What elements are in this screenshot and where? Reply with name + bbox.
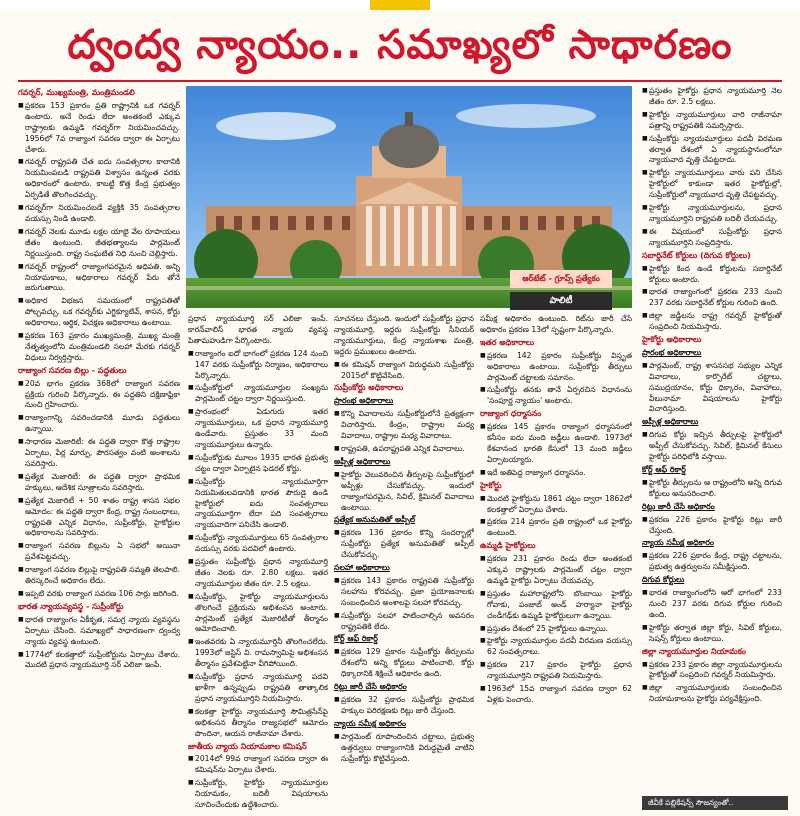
- col1-para: ■ గవర్నర్ రాష్ట్రంలో రాజ్యాంగపరమైన అధిపతి. అన్ని నియామకాలు, అధికారాలు గవర్నర్ పేరు తోనే జరుగుతాయి.: [18, 262, 180, 295]
- col5-para: ■ హైకోర్టు తీర్పులను ఆ రాష్ట్రంలోని అన్ని దిగువ కోర్టులు అనుసరించాలి.: [642, 478, 782, 500]
- col5-sub: న్యాయ సమీక్ష అధికారం: [642, 538, 714, 548]
- col4-para: సమీక్ష అధికారం ఉంటుంది. రిట్‌ను జారీ చేసే అధికారం ప్రకరణ 13లో స్పష్టంగా పేర్కొన్నారు.: [480, 314, 632, 334]
- col5-para: ■ దిగువ కోర్టు ఇచ్చిన తీర్పులపై హైకోర్టులో అప్పీల్ చేసుకోవచ్చు. సివిల్, క్రిమినల్ కేసులు హైకోర్టు పరిధిలోకి వస్తాయి.: [642, 430, 782, 463]
- photo-tag: ఆర్‌టేట్ - గ్రూప్స్ ప్రత్యేకం: [510, 270, 612, 288]
- col5-heading2: హైకోర్టు అధికారాలు: [642, 335, 702, 345]
- col5-para: ■ పార్లమెంట్, రాష్ట్ర శాసనసభ సభ్యుల ఎన్నిక వివాదాలు, కార్పొరేట్ చట్టాలు, సముద్రయానం, కోర్టు ధిక్కారం, వివాహాలు, వీలునామా విషయాలను హైకోర్టు విచారిస్తుంది.: [642, 361, 782, 416]
- column-4: [480, 314, 632, 810]
- col5-sub: అప్పీళ్ల అధికారాలు: [642, 417, 699, 427]
- col5-para: ■ ప్రకరణ 226 ప్రకారం కేంద్ర, రాష్ట్ర చట్టాలను, ప్రభుత్వ ఉత్తర్వులను సమీక్షిస్తుంది.: [642, 551, 782, 573]
- col5-para: ■ హైకోర్టు కింద ఉండే కోర్టులను సబార్డినేట్ కోర్టులు అంటారు.: [642, 264, 782, 286]
- col2-para: ■ సుప్రీంకోర్టు ప్రధాన న్యాయమూర్తి పదవి ఖాళీగా ఉన్నప్పుడు రాష్ట్రపతి తాత్కాలిక ప్రధాన న్యాయమూర్తిని నియమిస్తారు.: [188, 672, 328, 705]
- col1-para: ■ అధికార విభజన సమయంలో రాష్ట్రపతితో పోల్చవచ్చు. ఒక గవర్నర్‌కు ఎగ్జిక్యూటివ్, శాసన, కోర్టు అధికారాలు, ఆర్థిక, విచక్షణ అధికారాలు ఉంటాయి.: [18, 296, 180, 329]
- col3-sub: ప్రత్యేక అనుమతితో అప్పీల్: [334, 515, 416, 525]
- col4-heading4: ఉమ్మడి హైకోర్టులు: [480, 541, 536, 551]
- col1-para: ■ ప్రత్యేక మెజారిటీ + 50 శాతం రాష్ట్ర శాసన సభల ఆమోదం: ఈ పద్ధతి ద్వారా కేంద్ర, రాష్ట్ర సంబంధాలు, రాష్ట్రపతి ఎన్నిక విధానం, సుప్రీంకోర్టు, హైకోర్టుల అధికారాలను సవరిస్తారు.: [18, 496, 180, 540]
- col1-para: ■ ఇప్పటి వరకు రాజ్యాంగ సవరణ 106 సార్లు జరిగింది.: [18, 589, 180, 600]
- col4-para: ■ ప్రకరణ 231 ప్రకారం రెండు లేదా అంతకంటే ఎక్కువ రాష్ట్రాలకు పార్లమెంట్ చట్టం ద్వారా ఉమ్మడి హైకోర్టు ఏర్పాటు చేయవచ్చు.: [480, 554, 632, 587]
- col3-sub: న్యాయ సమీక్ష అధికారం: [334, 718, 406, 728]
- photo-subject: పాలిటీ: [510, 292, 612, 310]
- col1-heading: గవర్నర్, ముఖ్యమంత్రి, మంత్రిమండలి: [18, 88, 135, 97]
- col4-para: ■ ఇదే అతిపెద్ద రాజ్యాంగ ధర్మాసనం.: [480, 468, 632, 479]
- col2-para: ప్రధాన న్యాయమూర్తి సర్ ఎలిజా ఇంపే. కారన్‌వాలిస్ భారత న్యాయ వ్యవస్థ పితామహుడిగా పేర్కొంటారు.: [188, 314, 328, 345]
- col1-para: ■ భారత రాజ్యాంగం ఏకీకృత, సమగ్ర న్యాయ వ్యవస్థను ఏర్పాటు చేసింది. సమాఖ్యలో సాధారణంగా ద్వంద్వ న్యాయ వ్యవస్థ ఉంటుంది.: [18, 615, 180, 648]
- col4-para: ■ ప్రకరణ 145 ప్రకారం రాజ్యాంగ ధర్మాసనంలో కనీసం ఐదు మంది జడ్జీలు ఉండాలి. 1973లో కేశవానంద భారతి కేసులో 13 మంది జడ్జీలు ఏర్పాటయ్యారు.: [480, 422, 632, 466]
- col4-para: ■ ప్రస్తుతం దేశంలో 25 హైకోర్టులు ఉన్నాయి.: [480, 624, 632, 635]
- col3-para: ■ పార్లమెంట్ రూపొందించిన చట్టాలు, ప్రభుత్వ ఉత్తర్వులు రాజ్యాంగానికి విరుద్ధమైతే వాటిని సుప్రీంకోర్టు కొట్టివేస్తుంది.: [334, 732, 474, 765]
- col5-para: ■ ప్రస్తుతం హైకోర్టు ప్రధాన న్యాయమూర్తి నెల జీతం రూ. 2.5 లక్షలు.: [642, 86, 782, 108]
- col3-heading: సుప్రీంకోర్టు అధికారాలు: [334, 383, 404, 393]
- col2-para: ■ కలకత్తా హైకోర్టు న్యాయమూర్తి సౌమిత్రసేన్‌పై అభిశంసన తీర్మానం రాజ్యసభలో ఆమోదం పొందినా, ఆయన రాజీనామా చేశారు.: [188, 707, 328, 740]
- col4-para: ■ మొదటి హైకోర్టును 1861 చట్టం ద్వారా 1862లో కలకత్తాలో ఏర్పాటు చేశారు.: [480, 494, 632, 516]
- col5-para: ■ జిల్లా న్యాయమూర్తులకు సంబంధించిన నియామకాలను హైకోర్టు పర్యవేక్షిస్తుంది.: [642, 683, 782, 705]
- col1-para: ■ గవర్నర్ రాష్ట్రపతి చేత ఐదు సంవత్సరాల కాలానికి నియమింపబడి రాష్ట్రపతి విశ్వాసం ఉన్నంత వరకు అధికారంలో ఉంటారు. కాబట్టి కొత్త కేంద్ర ప్రభుత్వం ఏర్పడితే తొలగించవచ్చు.: [18, 157, 180, 201]
- col1-para: ■ రాజ్యాంగ సవరణ బిల్లుపై రాష్ట్రపతి సమ్మతి తెలపాలి. తిరస్కరించే అధికారం లేదు.: [18, 565, 180, 587]
- col5-sub: కోర్ట్ ఆఫ్ రికార్డ్: [642, 465, 686, 474]
- col1-para: ■ ప్రత్యేక మెజారిటీ: ఈ పద్ధతి ద్వారా ప్రాథమిక హక్కులు, ఆదేశిక సూత్రాలను సవరిస్తారు.: [18, 472, 180, 494]
- col2-para: ■ 2014లో 99వ రాజ్యాంగ సవరణ ద్వారా ఈ కమిషన్‌ను ఏర్పాటు చేశారు.: [188, 754, 328, 776]
- col5-sub: రిట్లు జారీ చేసే అధికారం: [642, 501, 715, 511]
- col5-para: ■ హైకోర్టు న్యాయమూర్తులు వారు పని చేసిన హైకోర్టులో కాకుండా ఇతర హైకోర్టుల్లో, సుప్రీంకోర్టులో న్యాయవాద వృత్తి చేపట్టవచ్చు.: [642, 168, 782, 201]
- col5-para: ■ హైకోర్టు తర్వాత జిల్లా కోర్టు, సివిల్ కోర్టులు, సెషన్స్ కోర్టులు ఉంటాయి.: [642, 623, 782, 645]
- col5-sub: దిగువ కోర్టులు: [642, 575, 685, 585]
- col4-para: ■ 1963లో 15వ రాజ్యాంగ సవరణ ద్వారా 62 ఏళ్లకు పెంచారు.: [480, 684, 632, 706]
- col4-para: ■ ప్రకరణ 142 ప్రకారం సుప్రీంకోర్టు విస్తృత అధికారాలు ఉంటాయి. సుప్రీంకోర్టు తీర్పులు పార్లమెంట్ చట్టాలకు సమానం.: [480, 351, 632, 384]
- col3-para: ■ ప్రకరణ 143 ప్రకారం రాష్ట్రపతి సుప్రీంకోర్టు సలహాను కోరవచ్చు. ప్రజా ప్రయోజనాలకు సంబంధించిన అంశాలపై సలహా కోరవచ్చు.: [334, 576, 474, 609]
- top-bar: [0, 0, 800, 10]
- col1-para: ■ సాధారణ మెజారిటీ: ఈ పద్ధతి ద్వారా కొత్త రాష్ట్రాల ఏర్పాటు, పేర్ల మార్పు, పౌరసత్వం వంటి అంశాలను సవరిస్తారు.: [18, 437, 180, 470]
- col1-para: ■ ప్రకరణ 153 ప్రకారం ప్రతి రాష్ట్రానికి ఒక గవర్నర్ ఉంటారు. అనే రెండు లేదా అంతకంటే ఎక్కువ రాష్ట్రాలకు ఉమ్మడి గవర్నర్‌గా నియమించవచ్చు. 1956లో 7వ రాజ్యాంగ సవరణ ద్వారా ఈ ఏర్పాటు చేశారు.: [18, 101, 180, 156]
- col5-para: ■ భారత రాజ్యాంగంలోని ఆరో భాగంలో 233 నుంచి 237 వరకు దిగువ కోర్టుల గురించి ఉంది.: [642, 588, 782, 621]
- col2-para: ■ ఇంతవరకు ఏ న్యాయమూర్తినీ తొలగించలేదు. 1993లో జస్టిస్ వి. రామస్వామిపై అభిశంసన తీర్మానం ప్రవేశపెట్టినా వీగిపోయింది.: [188, 637, 328, 670]
- col3-para: ■ సుప్రీంకోర్టు సలహా పాటించాల్సిన అవసరం రాష్ట్రపతికి లేదు.: [334, 611, 474, 633]
- column-2: [188, 314, 328, 810]
- col3-sub: కోర్ట్ ఆఫ్ రికార్డ్: [334, 634, 378, 644]
- col2-para: ■ సుప్రీంకోర్టు, హైకోర్టు న్యాయమూర్తులను తొలగించే ప్రక్రియను అభిశంసన అంటారు. పార్లమెంట్ ప్రత్యేక మెజారిటీతో తీర్మానం ఆమోదించాలి.: [188, 592, 328, 636]
- col3-para: ■ ఈ కమిషన్ రాజ్యాంగ విరుద్ధమని సుప్రీంకోర్టు 2015లో కొట్టివేసింది.: [334, 360, 474, 382]
- col3-para: ■ ప్రకరణ 129 ప్రకారం సుప్రీంకోర్టు తీర్పులను దేశంలోని అన్ని కోర్టులు పాటించాలి. కోర్టు ధిక్కారానికి శిక్షించే అధికారం ఉంది.: [334, 647, 474, 680]
- col4-para: ■ హైకోర్టు న్యాయమూర్తుల పదవీ విరమణ వయస్సు 62 సంవత్సరాలు.: [480, 636, 632, 658]
- col4-para: ■ ప్రకరణ 214 ప్రకారం ప్రతి రాష్ట్రంలో ఒక హైకోర్టు ఉంటుంది.: [480, 517, 632, 539]
- col2-heading: జాతీయ న్యాయ నియామకాల కమిషన్: [188, 741, 307, 751]
- col2-para: ■ ప్రారంభంలో ఏడుగురు ఇతర న్యాయమూర్తులు, ఒక ప్రధాన న్యాయమూర్తి ఉండేవారు. ప్రస్తుతం 33 మంది న్యాయమూర్తులు ఉన్నారు.: [188, 407, 328, 451]
- column-5: [642, 86, 782, 792]
- col3-sub: అప్పీళ్ల అధికారాలు: [334, 456, 391, 466]
- col5-para: ■ ప్రకరణ 226 ప్రకారం హైకోర్టు రిట్లు జారీ చేస్తుంది.: [642, 515, 782, 537]
- col3-sub: సలహా అధికారాలు: [334, 563, 390, 573]
- headline-rule: [18, 80, 782, 82]
- col1-para: ■ ప్రకరణ 163 ప్రకారం ముఖ్యమంత్రి, ముఖ్య మంత్రి నేతృత్వంలోని మంత్రిమండలి సలహా మేరకు గవర్నర్ విధులు నిర్వర్తిస్తారు.: [18, 331, 180, 364]
- col5-para: ■ జిల్లా జడ్జీలను రాష్ట్ర గవర్నర్ హైకోర్టుతో సంప్రదించి నియమిస్తారు.: [642, 311, 782, 333]
- col5-heading3: జిల్లా న్యాయమూర్తుల నియామకం: [642, 646, 746, 656]
- col3-para: ■ కొన్ని వివాదాలను సుప్రీంకోర్టులోనే ప్రత్యక్షంగా విచారిస్తారు. కేంద్రం, రాష్ట్రాల మధ్య వివాదాలు, రాష్ట్రాల మధ్య వివాదాలు.: [334, 409, 474, 442]
- col2-para: ■ సుప్రీంకోర్టులో న్యాయమూర్తుల సంఖ్యను పార్లమెంట్ చట్టం ద్వారా నిర్ణయిస్తుంది.: [188, 383, 328, 405]
- col5-para: ■ హైకోర్టు న్యాయమూర్తులను, ప్రధాన న్యాయమూర్తిని రాష్ట్రపతి బదిలీ చేయవచ్చు.: [642, 203, 782, 225]
- col3-sub: రిట్లు జారీ చేసే అధికారం: [334, 682, 407, 692]
- page-headline: ద్వంద్వ న్యాయం.. సమాఖ్యలో సాధారణం: [67, 22, 733, 68]
- byline: జీవీకే పబ్లికేషన్స్ సౌజన్యంతో..: [642, 796, 788, 810]
- col3-para: సూచనలు చేస్తుంది. ఇందులో సుప్రీంకోర్టు ప్రధాన న్యాయమూర్తి, ఇద్దరు సుప్రీంకోర్టు సీనియర్ న్యాయమూర్తులు, కేంద్ర న్యాయశాఖ మంత్రి, ఇద్దరు ప్రముఖులు ఉంటారు.: [334, 314, 474, 356]
- col3-para: ■ ప్రకరణ 32 ప్రకారం సుప్రీంకోర్టు ప్రాథమిక హక్కుల పరిరక్షణకు రిట్లు జారీ చేస్తుంది.: [334, 695, 474, 717]
- col5-sub: ప్రారంభ అధికారాలు: [642, 347, 702, 357]
- col4-para: ■ ప్రస్తుతం మహారాష్ట్రలోని బొంబాయి హైకోర్టు గోవాకు, పంజాబ్ అండ్ హర్యానా హైకోర్టు చండీగఢ్‌కు ఉమ్మడి హైకోర్టులుగా ఉన్నాయి.: [480, 589, 632, 622]
- col4-para: ■ సుప్రీంకోర్టు తనకు తానే ఏర్పరచిన విధానంను 'సంపూర్ణ న్యాయం' అంటారు.: [480, 385, 632, 407]
- col4-para: ■ ప్రకరణ 217 ప్రకారం హైకోర్టు ప్రధాన న్యాయమూర్తిని రాష్ట్రపతి నియమిస్తారు.: [480, 660, 632, 682]
- col4-heading: ఇతర అధికారాలు: [480, 337, 535, 347]
- col3-sub: ప్రారంభ అధికారాలు: [334, 396, 394, 406]
- col1-para: ■ రాజ్యాంగ సవరణ బిల్లును ఏ సభలో అయినా ప్రవేశపెట్టవచ్చు.: [18, 541, 180, 563]
- col2-para: ■ రాజ్యాంగం ఐదో భాగంలో ప్రకరణ 124 నుంచి 147 వరకు సుప్రీంకోర్టు నిర్మాణం, అధికారాలు పేర్కొన్నారు.: [188, 349, 328, 382]
- col4-heading3: హైకోర్టు: [480, 480, 502, 490]
- col4-heading2: రాజ్యాంగ ధర్మాసనం: [480, 409, 542, 419]
- col3-para: ■ ప్రకరణ 136 ప్రకారం కొన్ని సందర్భాల్లో సుప్రీంకోర్టు ప్రత్యేక అనుమతితో అప్పీల్ చేసుకోవచ్చు.: [334, 528, 474, 561]
- col2-para: ■ ప్రస్తుతం సుప్రీంకోర్టు ప్రధాన న్యాయమూర్తి జీతం నెలకు రూ. 2.80 లక్షలు. ఇతర న్యాయమూర్తుల జీతం రూ. 2.5 లక్షలు.: [188, 557, 328, 590]
- col5-para: ■ ప్రకరణ 233 ప్రకారం జిల్లా న్యాయమూర్తులను హైకోర్టుతో సంప్రదించి గవర్నర్ నియమిస్తారు.: [642, 660, 782, 682]
- col1-para: ■ గవర్నర్ నెలకు మూడు లక్షల యాభై వేల రూపాయలు జీతం ఉంటుంది. జీతభత్యాలను పార్లమెంట్ నిర్ణయిస్తుంది. రాష్ట్ర సంఘటిత నిధి నుంచి చెల్లిస్తారు.: [18, 227, 180, 260]
- col2-para: ■ సుప్రీంకోర్టు న్యాయమూర్తిగా నియమితులవడానికి భారత పౌరుడై ఉండి హైకోర్టులో ఐదు సంవత్సరాలు న్యాయమూర్తిగా లేదా పది సంవత్సరాలు న్యాయవాదిగా పనిచేసి ఉండాలి.: [188, 477, 328, 532]
- col5-heading: సబార్డినేట్ కోర్టులు (దిగువ కోర్టులు): [642, 250, 751, 260]
- column-1: [18, 86, 180, 810]
- top-tab: [370, 0, 430, 10]
- col2-para: ■ సుప్రీంకోర్టుకు మూలం 1935 భారత ప్రభుత్వ చట్టం ద్వారా ఏర్పాటైన ఫెడరల్ కోర్టు.: [188, 453, 328, 475]
- col3-para: ■ హైకోర్టు వెలువరించిన తీర్పులపై సుప్రీంకోర్టులో అప్పీళ్లు చేసుకోవచ్చు. ఇందులో రాజ్యాంగపరమైన, సివిల్, క్రిమినల్ వివాదాలు ఉంటాయి.: [334, 470, 474, 514]
- col1-heading2: రాజ్యాంగ సవరణ బిల్లు - పద్ధతులు: [18, 365, 127, 375]
- col5-para: ■ హైకోర్టు న్యాయమూర్తులు వారి రాజీనామా పత్రాన్ని రాష్ట్రపతికి సమర్పిస్తారు.: [642, 110, 782, 132]
- col5-para: ■ సుప్రీంకోర్టు న్యాయమూర్తులు పదవీ విరమణ తర్వాత దేశంలో ఏ న్యాయస్థానంలోనూ న్యాయవాద వృత్తి చేపట్టరాదు.: [642, 134, 782, 167]
- col1-para: ■ 1774లో కలకత్తాలో సుప్రీంకోర్టును ఏర్పాటు చేశారు. మొదటి ప్రధాన న్యాయమూర్తి సర్ ఎలిజా ఇంపే.: [18, 650, 180, 672]
- col1-para: ■ రాజ్యాంగాన్ని సవరించడానికి మూడు పద్ధతులు ఉన్నాయి.: [18, 413, 180, 435]
- column-3: [334, 314, 474, 810]
- col1-heading3: భారత న్యాయవ్యవస్థ - సుప్రీంకోర్టు: [18, 601, 124, 611]
- col2-para: ■ సుప్రీంకోర్టు న్యాయమూర్తులు 65 సంవత్సరాల వయస్సు వరకు పదవిలో ఉంటారు.: [188, 533, 328, 555]
- col3-para: ■ రాష్ట్రపతి, ఉపరాష్ట్రపతి ఎన్నిక వివాదాలు.: [334, 444, 474, 455]
- col5-para: ■ భారత రాజ్యాంగంలో ప్రకరణ 233 నుంచి 237 వరకు సబార్డినేట్ కోర్టుల గురించి ఉంది.: [642, 287, 782, 309]
- col1-para: ■ 20వ భాగం ప్రకరణ 368లో రాజ్యాంగ సవరణ ప్రక్రియ గురించి పేర్కొన్నారు. ఈ పద్ధతిని దక్షిణాఫ్రికా నుంచి గ్రహించారు.: [18, 379, 180, 412]
- col2-para: ■ సుప్రీంకోర్టు, హైకోర్టు న్యాయమూర్తుల నియామకం, బదిలీ విషయాలను సూచించేందుకు ఉద్దేశించారు.: [188, 778, 328, 810]
- col1-para: ■ గవర్నర్‌గా నియమించబడే వ్యక్తికి 35 సంవత్సరాల వయస్సు నిండి ఉండాలి.: [18, 203, 180, 225]
- col5-para: ■ ఈ విషయంలో సుప్రీంకోర్టు ప్రధాన న్యాయమూర్తిని సంప్రదిస్తారు.: [642, 227, 782, 249]
